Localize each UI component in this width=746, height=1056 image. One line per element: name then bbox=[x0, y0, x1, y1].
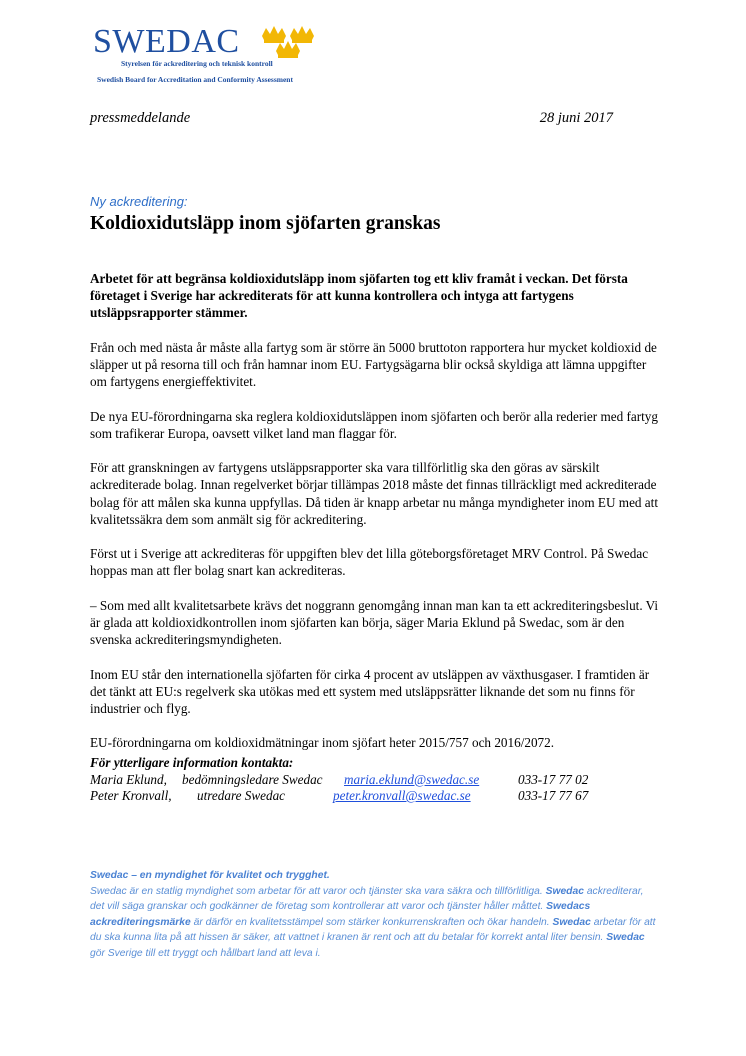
footer-tagline: Swedac – en myndighet för kvalitet och trygghet. bbox=[90, 870, 330, 881]
contact-row bbox=[90, 788, 670, 805]
paragraph: Från och med nästa år måste alla fartyg som är större än 5000 bruttoton rapportera hur mycket koldioxid de släpper ut på resorna till och från hamnar inom EU. Fartygsägarna blir också skyldiga att lämna uppgifter om fartygens energieffektivitet. bbox=[90, 339, 657, 390]
logo-wordmark: SWEDAC bbox=[93, 23, 240, 60]
article-body bbox=[90, 270, 665, 769]
swedac-logo bbox=[93, 24, 333, 84]
contact-phone: 033-17 77 67 bbox=[518, 788, 589, 803]
contact-role: bedömningsledare Swedac bbox=[182, 771, 323, 787]
kicker: Ny ackreditering: bbox=[90, 194, 188, 209]
contact-name: Maria Eklund, bbox=[90, 771, 167, 787]
footer-boilerplate bbox=[90, 868, 660, 961]
contact-row bbox=[90, 772, 670, 789]
paragraph: Först ut i Sverige att ackrediteras för uppgiften blev det lilla göteborgsföretaget MRV Control. På Swedac hoppas man att fler bolag snart kan ackrediteras. bbox=[90, 546, 649, 579]
contact-email-link[interactable]: peter.kronvall@swedac.se bbox=[333, 788, 471, 803]
logo-subtitle-swedish: Styrelsen för ackreditering och teknisk kontroll bbox=[121, 59, 273, 68]
lead-paragraph: Arbetet för att begränsa koldioxidutsläpp inom sjöfarten tog ett kliv framåt i veckan. Det första företaget i Sverige har ackrediterats för att kunna kontrollera och intyga att fartygens utsläppsrapporter stämmer. bbox=[90, 271, 628, 321]
contact-email-link[interactable]: maria.eklund@swedac.se bbox=[344, 771, 480, 787]
document-date: 28 juni 2017 bbox=[539, 110, 613, 126]
contact-section bbox=[90, 755, 670, 805]
logo-subtitle-english: Swedish Board for Accreditation and Conformity Assessment bbox=[97, 75, 293, 84]
paragraph: De nya EU-förordningarna ska reglera koldioxidutsläppen inom sjöfarten och berör alla rederier med fartyg som trafikerar Europa, oavsett vilket land man flaggar för. bbox=[90, 408, 658, 441]
footer-text: Swedac är en statlig myndighet som arbetar för att varor och tjänster ska vara säkra och tillförlitliga. Swedac ackrediterar, det vill säga granskar och godkänner de företag som kontrollerar att varor och tjänster håller måttet. Swedacs ackrediteringsmärke är därför en kvalitetsstämpel som stärker konkurrenskraften och ökar handeln. Swedac arbetar för att du ska kunna lita på att hissen är säker, att vattnet i kranen är rent och att du betalar för korrekt antal liter bensin. Swedac gör Sverige till ett tryggt och hållbart land att leva i. bbox=[90, 885, 656, 959]
three-crowns-icon bbox=[260, 24, 316, 58]
page-title: Koldioxidutsläpp inom sjöfarten granskas bbox=[90, 213, 441, 234]
paragraph: Inom EU står den internationella sjöfarten för cirka 4 procent av utsläppen av växthusgaser. I framtiden är det tänkt att EU:s regelverk ska utökas med ett system med utsläppsrätter liknande det som nu finns för industrier och flyg. bbox=[90, 666, 650, 716]
contact-role: utredare Swedac bbox=[197, 788, 286, 803]
contact-heading: För ytterligare information kontakta: bbox=[90, 755, 294, 770]
paragraph: EU-förordningarna om koldioxidmätningar inom sjöfart heter 2015/757 och 2016/2072. bbox=[90, 735, 555, 751]
paragraph: – Som med allt kvalitetsarbete krävs det noggrann genomgång innan man kan ta ett ackrediteringsbeslut. Vi är glada att koldioxidkontrollen inom sjöfarten kan börja, säger Maria Eklund på Swedac, som är den svenska ackrediteringsmyndigheten. bbox=[90, 597, 659, 648]
contact-phone: 033-17 77 02 bbox=[518, 771, 589, 787]
paragraph: För att granskningen av fartygens utsläppsrapporter ska vara tillförlitlig ska den göras av särskilt ackrediterade bolag. Innan regelverket börjar tillämpas 2018 måste det finnas tillräckligt med ackrediterade bolag för att målen ska kunna uppfyllas. Då tiden är knapp arbetar nu många myndigheter inom EU med att kvalitetssäkra dem som anmält sig för ackreditering. bbox=[90, 460, 658, 527]
document-type: pressmeddelande bbox=[90, 110, 191, 126]
contact-name: Peter Kronvall, bbox=[90, 788, 172, 803]
